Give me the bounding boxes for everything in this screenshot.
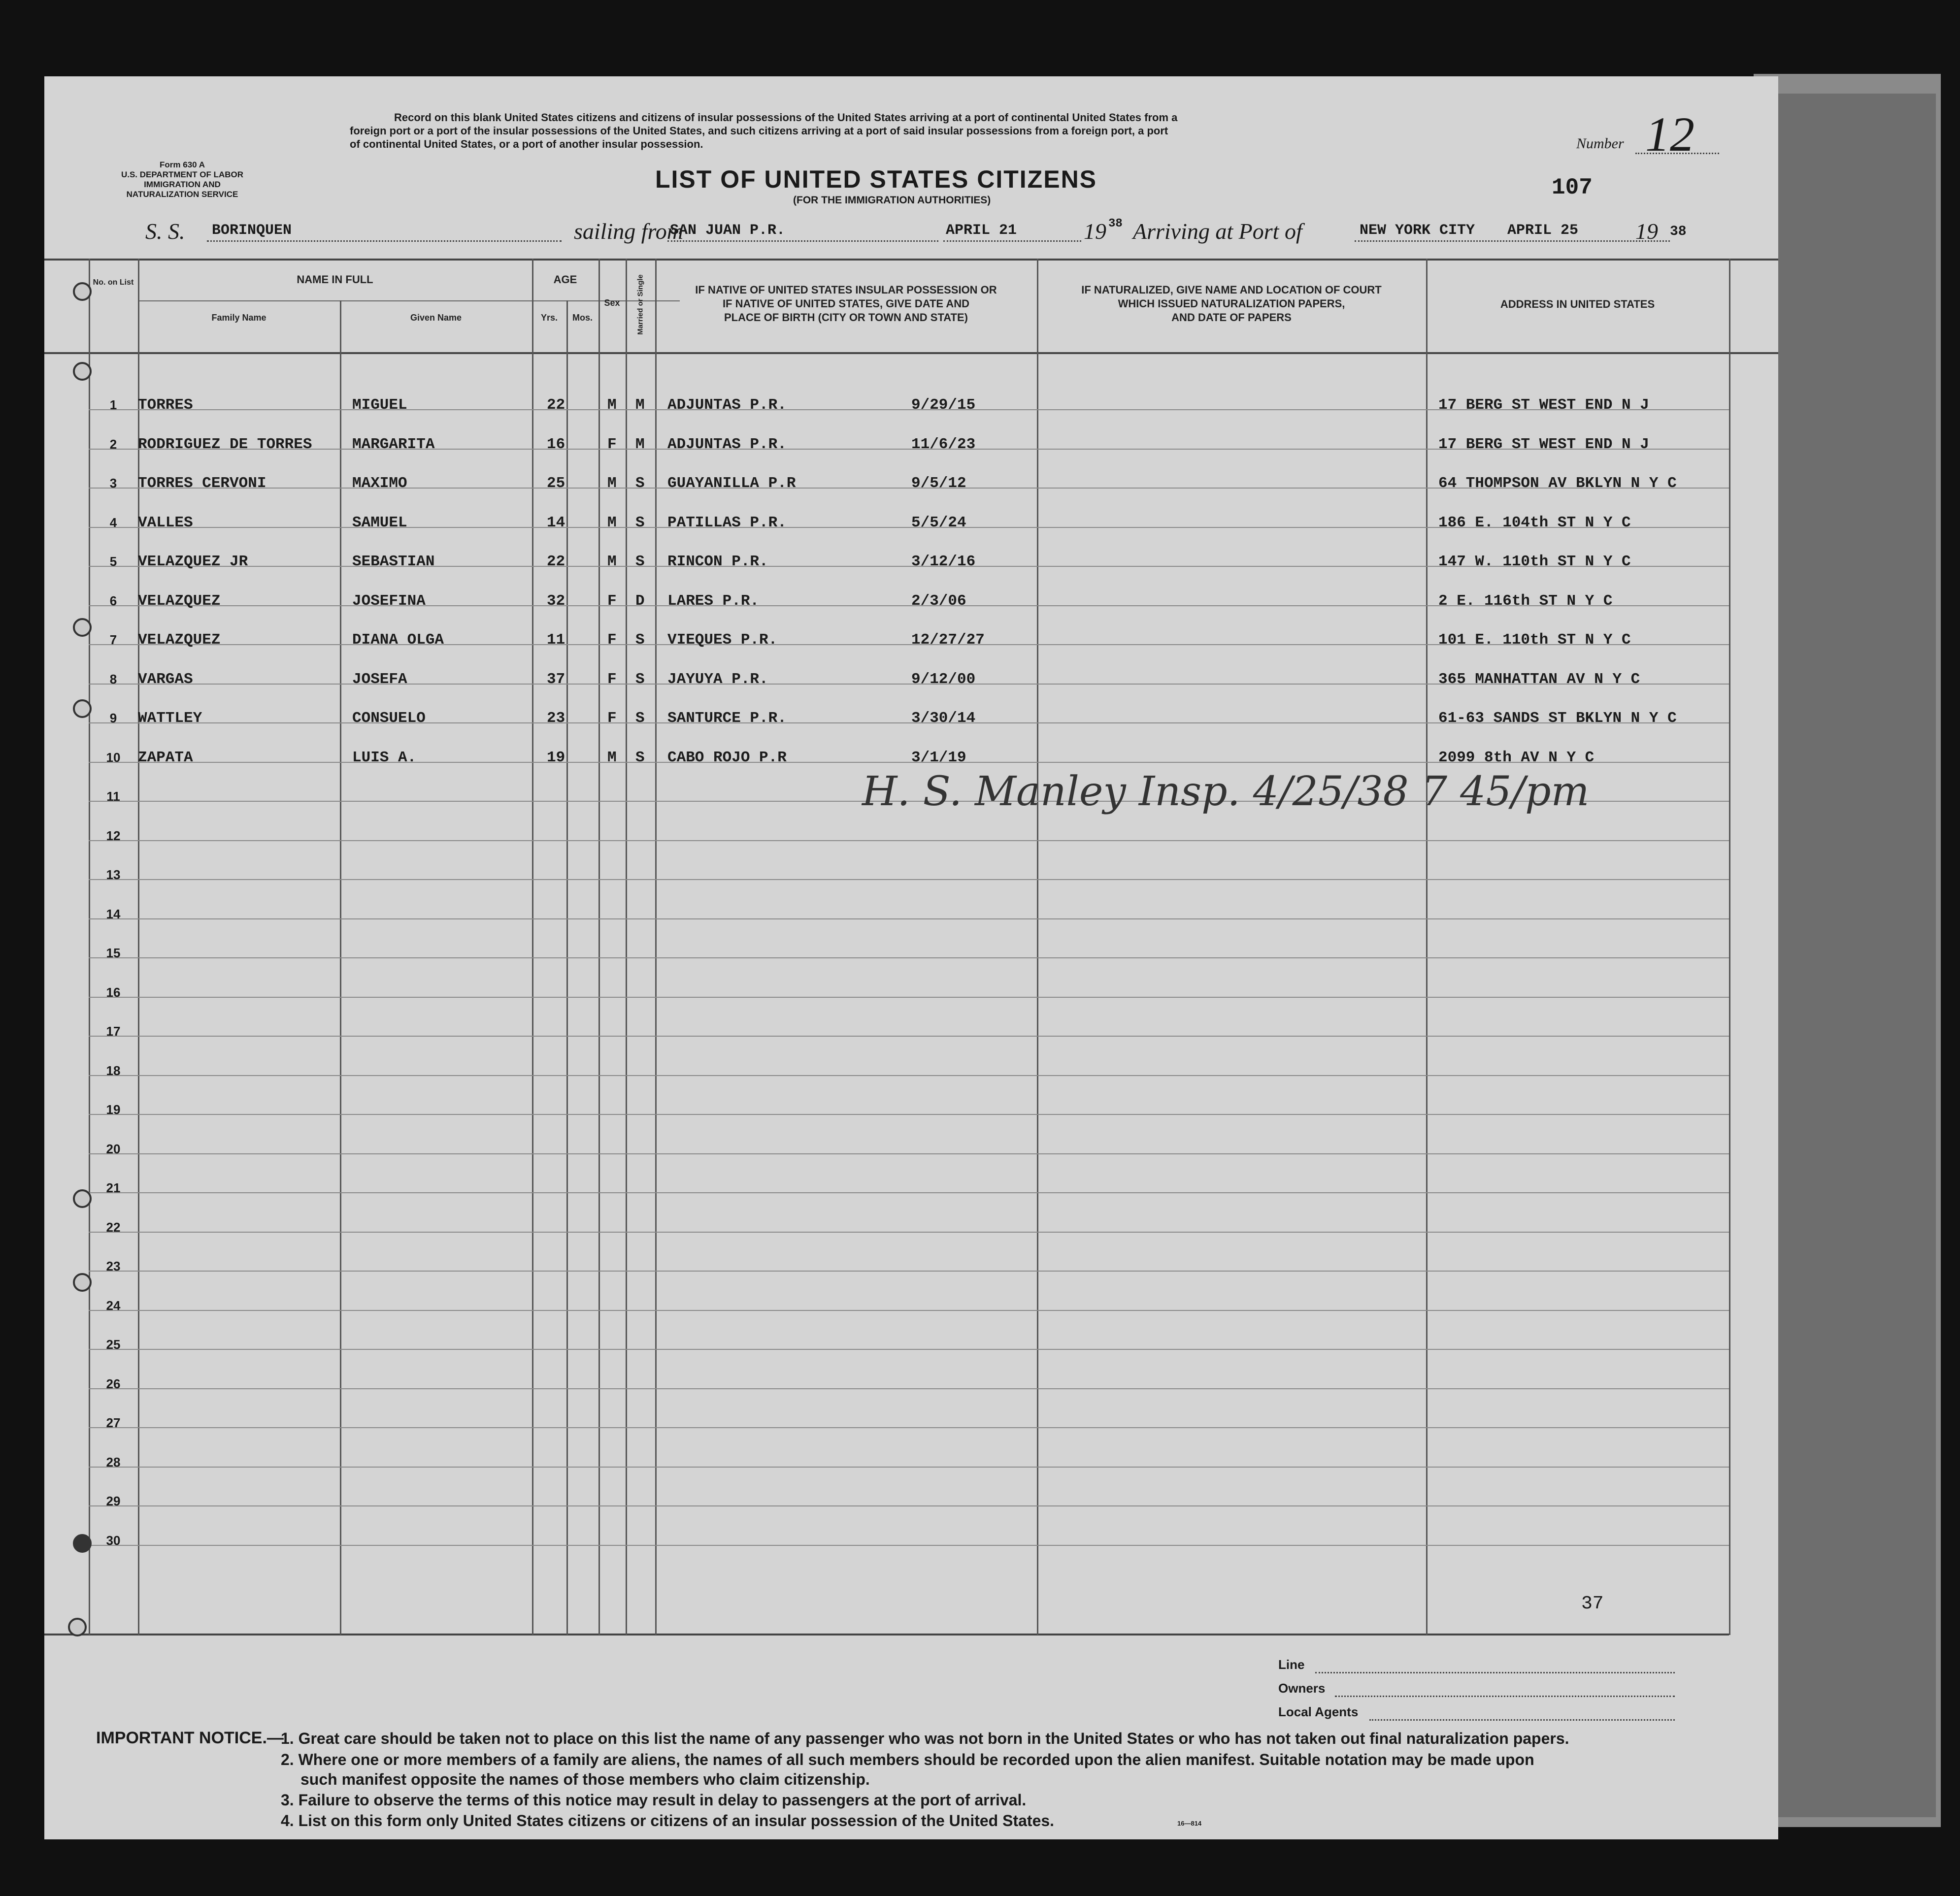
- cell-address: 2099 8th AV N Y C: [1438, 749, 1595, 766]
- row-rule: [89, 1310, 1729, 1311]
- line-underline: [1315, 1672, 1675, 1673]
- arrival-port: NEW YORK CITY: [1360, 222, 1475, 239]
- cell-address: 64 THOMPSON AV BKLYN N Y C: [1438, 475, 1677, 492]
- cell-ms: S: [635, 553, 645, 570]
- cell-place: GUAYANILLA P.R: [667, 475, 796, 492]
- background-page-shadow: [1773, 94, 1936, 1817]
- cell-given: MARGARITA: [352, 435, 435, 453]
- sailing-underline: [667, 240, 938, 242]
- arrive-year-prefix: 19: [1635, 219, 1658, 244]
- instructions-block: [350, 111, 1177, 151]
- row-rule: [89, 1349, 1729, 1350]
- sail-date-underline: [943, 240, 1081, 242]
- row-number: 18: [106, 1063, 121, 1078]
- cell-sex: F: [607, 435, 617, 453]
- header-no-on-list: No. on List: [93, 278, 134, 287]
- col-line: [1037, 259, 1038, 1635]
- row-number: 5: [109, 554, 117, 569]
- cell-sex: F: [607, 592, 617, 610]
- notice-4: 4. List on this form only United States citizens or citizens of an insular possession of the United States.: [281, 1812, 1055, 1830]
- cell-date: 9/5/12: [911, 475, 966, 492]
- row-rule: [89, 957, 1729, 958]
- row-number: 22: [106, 1219, 121, 1235]
- cell-given: SAMUEL: [352, 514, 407, 531]
- cell-address: 101 E. 110th ST N Y C: [1438, 631, 1631, 649]
- header-sex: Sex: [604, 298, 620, 308]
- col-line: [1426, 259, 1428, 1635]
- cell-sex: F: [607, 670, 617, 688]
- cell-family: VARGAS: [138, 670, 193, 688]
- row-rule: [89, 1232, 1729, 1233]
- stamp-number: 107: [1552, 175, 1593, 200]
- cell-age: 14: [547, 514, 565, 531]
- cell-place: ADJUNTAS P.R.: [667, 435, 787, 453]
- cell-family: TORRES CERVONI: [138, 475, 266, 492]
- form-number: Form 630 A: [160, 160, 205, 169]
- signature-text: H. S. Manley Insp. 4/25/38 7 45/pm: [862, 768, 1590, 815]
- cell-given: DIANA OLGA: [352, 631, 444, 649]
- header-age: AGE: [553, 273, 577, 286]
- row-rule: [89, 1153, 1729, 1154]
- cell-ms: S: [635, 749, 645, 766]
- notice-2a: 2. Where one or more members of a family are aliens, the names of all such members should be recorded upon the alien manifest. Suitable notation may be made upon: [281, 1751, 1534, 1768]
- binder-hole: [73, 282, 92, 301]
- cell-place: CABO ROJO P.R: [667, 749, 787, 766]
- row-number: 3: [109, 476, 117, 490]
- ss-label: S. S.: [145, 219, 185, 244]
- row-number: 19: [106, 1102, 121, 1117]
- cell-family: VELAZQUEZ JR: [138, 553, 248, 570]
- cell-age: 25: [547, 475, 565, 492]
- arrive-year: 38: [1670, 224, 1687, 239]
- arrival-underline: [1355, 240, 1670, 242]
- cell-address: 147 W. 110th ST N Y C: [1438, 553, 1631, 570]
- row-number: 20: [106, 1141, 121, 1156]
- cell-given: SEBASTIAN: [352, 553, 435, 570]
- cell-place: SANTURCE P.R.: [667, 710, 787, 727]
- line-label: Line: [1278, 1657, 1305, 1672]
- cell-place: JAYUYA P.R.: [667, 670, 768, 688]
- row-number: 10: [106, 750, 121, 765]
- cell-age: 32: [547, 592, 565, 610]
- row-number: 1: [109, 397, 117, 412]
- row-number: 30: [106, 1533, 121, 1548]
- form-subtitle: (FOR THE IMMIGRATION AUTHORITIES): [793, 195, 991, 206]
- row-rule: [89, 1192, 1729, 1193]
- cell-date: 3/30/14: [911, 710, 976, 727]
- cell-date: 5/5/24: [911, 514, 966, 531]
- arriving-label: Arriving at Port of: [1133, 219, 1302, 244]
- cell-family: RODRIGUEZ DE TORRES: [138, 435, 312, 453]
- notice-2b: such manifest opposite the names of those members who claim citizenship.: [300, 1770, 870, 1788]
- cell-sex: M: [607, 553, 617, 570]
- cell-family: VALLES: [138, 514, 193, 531]
- binder-hole: [73, 699, 92, 718]
- arrival-date: APRIL 25: [1507, 222, 1579, 239]
- header-mos: Mos.: [572, 313, 593, 323]
- cell-address: 365 MANHATTAN AV N Y C: [1438, 670, 1640, 688]
- number-underline: [1635, 153, 1719, 154]
- row-rule: [89, 997, 1729, 998]
- cell-date: 12/27/27: [911, 631, 985, 649]
- cell-place: VIEQUES P.R.: [667, 631, 778, 649]
- row-rule: [89, 1545, 1729, 1546]
- row-number: 23: [106, 1259, 121, 1274]
- cell-sex: F: [607, 710, 617, 727]
- header-naturalized: [1037, 283, 1426, 325]
- header-bottom-border: [44, 352, 1778, 354]
- cell-date: 3/12/16: [911, 553, 976, 570]
- cell-sex: M: [607, 396, 617, 414]
- table-bottom-border: [44, 1634, 1729, 1635]
- header-birth-line-2: IF NATIVE OF UNITED STATES, GIVE DATE AND: [722, 297, 970, 310]
- cell-address: 17 BERG ST WEST END N J: [1438, 435, 1649, 453]
- header-birth-line-3: PLACE OF BIRTH (CITY OR TOWN AND STATE): [724, 311, 968, 324]
- row-number: 24: [106, 1298, 121, 1313]
- col-line: [598, 259, 600, 1635]
- row-number: 29: [106, 1494, 121, 1508]
- number-label: Number: [1576, 135, 1624, 152]
- row-number: 11: [106, 789, 120, 804]
- sail-year: 38: [1108, 217, 1123, 230]
- header-given-name: Given Name: [410, 313, 462, 323]
- cell-given: JOSEFINA: [352, 592, 426, 610]
- row-number: 15: [106, 946, 121, 960]
- dept-line-2: IMMIGRATION AND: [144, 180, 221, 189]
- local-agents-label: Local Agents: [1278, 1704, 1359, 1719]
- row-number: 9: [109, 711, 117, 725]
- row-number: 27: [106, 1415, 121, 1430]
- row-rule: [89, 879, 1729, 880]
- cell-ms: S: [635, 670, 645, 688]
- binder-hole: [73, 1273, 92, 1292]
- instruction-line-3: of continental United States, or a port of another insular possession.: [350, 138, 703, 150]
- header-birth-line-1: IF NATIVE OF UNITED STATES INSULAR POSSESSION OR: [695, 284, 997, 296]
- cell-given: LUIS A.: [352, 749, 417, 766]
- instruction-line-2: foreign port or a port of the insular possessions of the United States, and such citizens arriving at a port of said insular possessions from a foreign port, a port: [350, 125, 1168, 137]
- header-family-name: Family Name: [211, 313, 266, 323]
- cell-ms: M: [635, 435, 645, 453]
- row-number: 14: [106, 906, 121, 921]
- cell-sex: M: [607, 514, 617, 531]
- cell-date: 9/12/00: [911, 670, 976, 688]
- col-line: [532, 259, 533, 1635]
- cell-given: MIGUEL: [352, 396, 407, 414]
- binder-hole: [73, 1534, 92, 1553]
- row-number: 17: [106, 1024, 121, 1039]
- cell-age: 23: [547, 710, 565, 727]
- col-line: [626, 259, 627, 1635]
- row-rule: [89, 1271, 1729, 1272]
- cell-family: TORRES: [138, 396, 193, 414]
- dept-line-1: U.S. DEPARTMENT OF LABOR: [121, 170, 244, 179]
- binder-hole: [68, 1618, 87, 1636]
- ship-name: BORINQUEN: [212, 222, 292, 239]
- row-number: 7: [109, 632, 117, 647]
- cell-address: 61-63 SANDS ST BKLYN N Y C: [1438, 710, 1677, 727]
- cell-ms: S: [635, 710, 645, 727]
- row-rule: [89, 1467, 1729, 1468]
- dept-line-3: NATURALIZATION SERVICE: [126, 190, 238, 199]
- cell-sex: M: [607, 475, 617, 492]
- cell-family: WATTLEY: [138, 710, 202, 727]
- col-line: [1729, 259, 1730, 1635]
- cell-address: 186 E. 104th ST N Y C: [1438, 514, 1631, 531]
- cell-age: 11: [547, 631, 565, 649]
- row-rule: [89, 1075, 1729, 1076]
- instruction-line-1: Record on this blank United States citizens and citizens of insular possessions of the United States arriving at a port of continental United States from a: [394, 111, 1178, 124]
- ship-underline: [207, 240, 562, 242]
- cell-family: VELAZQUEZ: [138, 592, 221, 610]
- cell-given: JOSEFA: [352, 670, 407, 688]
- agents-underline: [1369, 1719, 1675, 1721]
- row-number: 16: [106, 984, 121, 1000]
- row-number: 21: [106, 1180, 121, 1195]
- row-rule: [89, 1114, 1729, 1115]
- col-line: [566, 300, 568, 1635]
- row-rule: [89, 1427, 1729, 1428]
- form-id-block: [116, 160, 249, 199]
- binder-hole: [73, 1189, 92, 1208]
- col-line: [655, 259, 657, 1635]
- row-number: 2: [109, 436, 117, 452]
- manifest-sheet: [44, 76, 1778, 1839]
- cell-family: VELAZQUEZ: [138, 631, 221, 649]
- cell-given: CONSUELO: [352, 710, 426, 727]
- owners-underline: [1335, 1696, 1675, 1697]
- cell-address: 17 BERG ST WEST END N J: [1438, 396, 1649, 414]
- cell-date: 3/1/19: [911, 749, 966, 766]
- sail-year-prefix: 19: [1084, 219, 1106, 244]
- cell-ms: S: [635, 475, 645, 492]
- page-total: 37: [1581, 1593, 1604, 1614]
- owners-label: Owners: [1278, 1681, 1326, 1696]
- cell-place: RINCON P.R.: [667, 553, 768, 570]
- col-line: [340, 300, 341, 1635]
- cell-address: 2 E. 116th ST N Y C: [1438, 592, 1613, 610]
- notice-title: IMPORTANT NOTICE.—: [96, 1729, 284, 1747]
- row-number: 28: [106, 1454, 121, 1470]
- binder-hole: [73, 362, 92, 381]
- binder-hole: [73, 618, 92, 637]
- cell-date: 9/29/15: [911, 396, 976, 414]
- header-married-single: Married or Single: [636, 274, 645, 335]
- cell-date: 2/3/06: [911, 592, 966, 610]
- header-name-in-full: NAME IN FULL: [297, 273, 373, 286]
- cell-age: 37: [547, 670, 565, 688]
- cell-sex: F: [607, 631, 617, 649]
- cell-sex: M: [607, 749, 617, 766]
- notice-3: 3. Failure to observe the terms of this notice may result in delay to passengers at the port of arrival.: [281, 1791, 1027, 1809]
- row-rule: [89, 1388, 1729, 1389]
- header-address: ADDRESS IN UNITED STATES: [1500, 298, 1655, 310]
- sailing-label: sailing from: [574, 219, 683, 244]
- cell-age: 19: [547, 749, 565, 766]
- row-number: 26: [106, 1376, 121, 1391]
- cell-ms: S: [635, 631, 645, 649]
- cell-ms: S: [635, 514, 645, 531]
- cell-ms: D: [635, 592, 645, 610]
- row-rule: [89, 918, 1729, 919]
- header-nat-line-1: IF NATURALIZED, GIVE NAME AND LOCATION OF COURT: [1081, 284, 1382, 296]
- cell-ms: M: [635, 396, 645, 414]
- table-top-border: [44, 259, 1778, 261]
- sailing-date: APRIL 21: [946, 222, 1017, 239]
- cell-place: PATILLAS P.R.: [667, 514, 787, 531]
- row-number: 13: [106, 867, 121, 882]
- row-rule: [89, 1505, 1729, 1506]
- header-yrs: Yrs.: [540, 313, 558, 323]
- header-nat-line-2: WHICH ISSUED NATURALIZATION PAPERS,: [1118, 297, 1345, 310]
- sailing-port: SAN JUAN P.R.: [670, 222, 786, 239]
- cell-age: 22: [547, 396, 565, 414]
- row-number: 12: [106, 828, 121, 843]
- cell-given: MAXIMO: [352, 475, 407, 492]
- cell-place: LARES P.R.: [667, 592, 760, 610]
- row-rule: [89, 1036, 1729, 1037]
- cell-date: 11/6/23: [911, 435, 976, 453]
- header-birth: [655, 283, 1037, 325]
- row-number: 25: [106, 1337, 121, 1352]
- form-title: LIST OF UNITED STATES CITIZENS: [655, 165, 1097, 193]
- cell-place: ADJUNTAS P.R.: [667, 396, 787, 414]
- print-code: 16—814: [1177, 1820, 1202, 1827]
- row-number: 6: [109, 593, 117, 608]
- row-number: 8: [109, 671, 117, 686]
- cell-family: ZAPATA: [138, 749, 193, 766]
- row-number: 4: [109, 515, 117, 530]
- cell-age: 22: [547, 553, 565, 570]
- header-nat-line-3: AND DATE OF PAPERS: [1171, 311, 1292, 324]
- notice-1: 1. Great care should be taken not to place on this list the name of any passenger who was not born in the United States or who has not taken out final naturalization papers.: [281, 1730, 1569, 1747]
- number-value: 12: [1645, 107, 1694, 162]
- cell-age: 16: [547, 435, 565, 453]
